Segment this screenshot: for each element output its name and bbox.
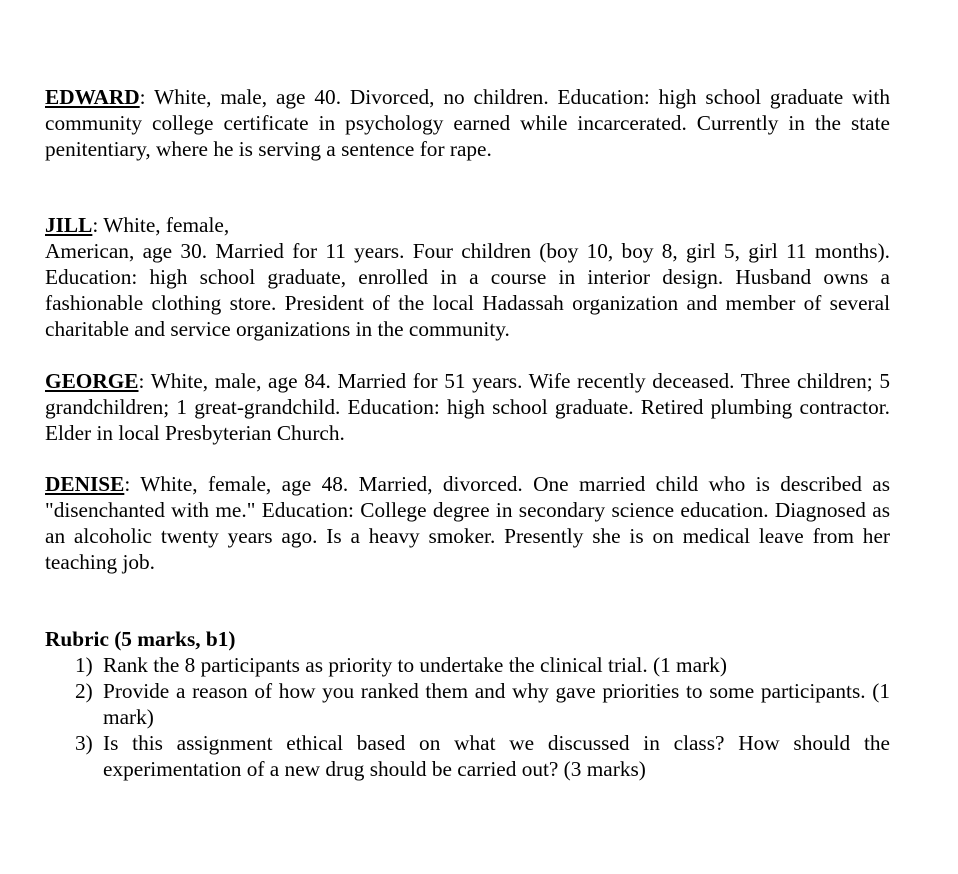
separator: : bbox=[139, 85, 146, 109]
profile-edward bbox=[45, 84, 890, 162]
profile-first-line-text: White, female, bbox=[103, 213, 230, 237]
rubric-item bbox=[45, 678, 890, 730]
profile-name: GEORGE bbox=[45, 369, 139, 393]
rubric-item-text: Provide a reason of how you ranked them and why gave priorities to some participants. (1 mark) bbox=[103, 679, 890, 729]
profile-jill bbox=[45, 212, 890, 342]
profile-description: White, male, age 84. Married for 51 years. Wife recently deceased. Three children; 5 grandchildren; 1 great-grandchild. Education: high school graduate. Retired plumbing contractor. Elder in local Presbyterian Church. bbox=[45, 369, 890, 445]
rubric-item-number: 1) bbox=[75, 653, 93, 677]
rubric-item-text: Rank the 8 participants as priority to undertake the clinical trial. (1 mark) bbox=[103, 653, 727, 677]
profile-denise bbox=[45, 471, 890, 575]
separator: : bbox=[138, 369, 145, 393]
profile-george bbox=[45, 368, 890, 446]
profile-first-line bbox=[45, 212, 890, 238]
profile-description: White, female, age 48. Married, divorced. One married child who is described as "disenchanted with me." Education: College degree in secondary science education. Diagnosed as an alcoholic twenty years ago. Is a heavy smoker. Presently she is on medical leave from her teaching job. bbox=[45, 472, 890, 574]
rubric-title: Rubric (5 marks, b1) bbox=[45, 627, 236, 651]
profile-name: DENISE bbox=[45, 472, 125, 496]
rubric-item bbox=[45, 730, 890, 782]
separator: : bbox=[92, 213, 99, 237]
profile-description: American, age 30. Married for 11 years. Four children (boy 10, boy 8, girl 5, girl 11 months). Education: high school graduate, enrolled in a course in interior design. Husband owns a fashionable clothing store. President of the local Hadassah organization and member of several charitable and service organizations in the community. bbox=[45, 239, 890, 341]
rubric-list bbox=[45, 652, 890, 782]
rubric-item-number: 2) bbox=[75, 679, 93, 703]
rubric-item-text: Is this assignment ethical based on what we discussed in class? How should the experimentation of a new drug should be carried out? (3 marks) bbox=[103, 731, 890, 781]
profile-name: EDWARD bbox=[45, 85, 140, 109]
rubric-item bbox=[45, 652, 890, 678]
profile-description: White, male, age 40. Divorced, no children. Education: high school graduate with community college certificate in psychology earned while incarcerated. Currently in the state penitentiary, where he is serving a sentence for rape. bbox=[45, 85, 890, 161]
separator: : bbox=[124, 472, 131, 496]
profile-name: JILL bbox=[45, 213, 93, 237]
rubric-item-number: 3) bbox=[75, 731, 93, 755]
